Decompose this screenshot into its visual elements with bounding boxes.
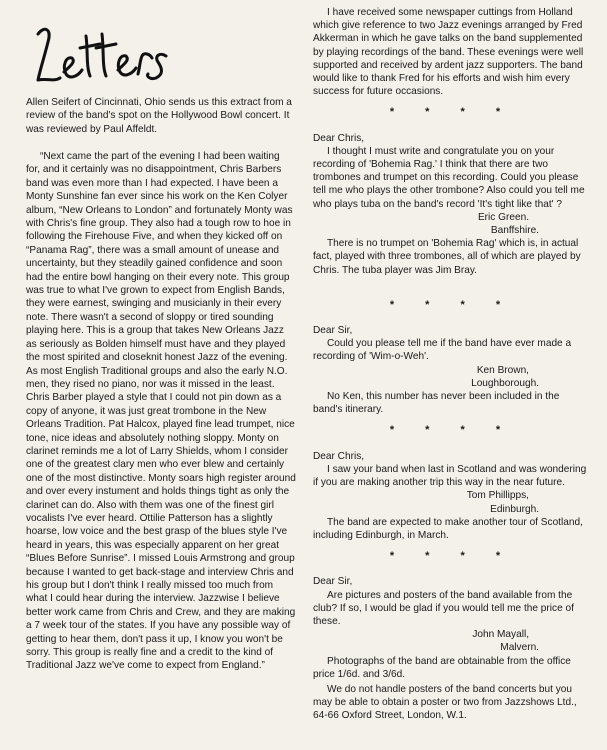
right-column <box>313 6 591 723</box>
logo-text: Letters <box>30 22 34 23</box>
letter-body: Could you please tell me if the band have ever made a recording of 'Wim-o-Weh'. <box>313 338 572 363</box>
letter-2 <box>313 324 591 416</box>
letter-signature-name: Ken Brown, <box>476 364 529 376</box>
letters-logo <box>30 22 170 88</box>
letter-3 <box>313 450 591 542</box>
review-quote: “Next came the part of the evening I had been waiting for, and it certainly was no disappointment, Chris Barbers band was even more than I had expected. I have been a Monty Sunshine fan ever since his work on the Ken Colyer album, “New Orleans to London” and fortunately Monty was with Chris's fine group. They also had a tough row to hoe in following the Firehouse Five, and when they kicked off on “Panama Rag”, there was a small amount of unease and uncertainty, but they steadily gained confidence and soon had the entire bowl hanging on their every note. This group was true to what I've grown to expect from English Bands, they were earnest, swinging and musicianly in their every note. There wasn't a second of sloppy or tired sounding playing here. This is a group that takes New Orleans Jazz as seriously as Bolden himself must have and they played the most spirited and closeknit honest Jazz of the evening. As most English Traditional groups and also the early N.O. men, they rised no piano, nor was it missed in the least. Chris Barber played a style that I could not pin down as a copy of anyone, it was just great trombone in the New Orleans Tradition. Pat Halcox, played fine lead trumpet, nice tone, nice ideas and absolutely nothing sloppy. Monty on clarinet reminds me a lot of Larry Shields, whom I consider one of the greatest clary men who ever blew and certainly one of the most distinctive. Monty soars high register around and over every instument and holds things tight as only the clarinet can do. Also with them was one of the finest girl vocalists I've ever heard. Ottilie Patterson has a slightly hoarse, low voice and the best grasp of the blues style I've heard in years, this was especially apparent on her great “Blues Before Sunrise”. I missed Louis Armstrong and group because I wanted to get back-stage and interview Chris and his group but I don't think I really missed too much from what I could hear during the interview. Jazzwise I believe better work came from Chris and Crew, and they are making a 7 week tour of the states. If you have any possible way of getting to hear them, don't pass it up, I know you won't be sorry. This group is really fine and a credit to the kind of Traditional Jazz we've come to expect from England.” <box>26 151 296 672</box>
letter-1 <box>313 132 591 277</box>
separator: * * * * <box>389 106 515 119</box>
letter-salutation: Dear Sir, <box>313 325 353 337</box>
letter-reply: Photographs of the band are obtainable from the office price 1/6d. and 3/6d. <box>313 655 571 680</box>
letter-signature-place: Malvern. <box>500 642 539 654</box>
intro-paragraph: Allen Seifert of Cincinnati, Ohio sends us this extract from a review of the band's spot on the Hollywood Bowl concert. It was reviewed by Paul Affeldt. <box>26 97 292 135</box>
letter-signature-name: John Mayall, <box>472 629 529 641</box>
letter-salutation: Dear Chris, <box>313 132 365 144</box>
letter-signature-name: Tom Phillipps, <box>466 490 529 502</box>
letter-signature-name: Eric Green. <box>477 211 529 223</box>
letter-reply: The band are expected to make another tour of Scotland, including Edinburgh, in March. <box>313 516 583 541</box>
letter-reply: There is no trumpet on 'Bohemia Rag' which is, in actual fact, played with three trombones, all of which are played by Chris. The tuba player was Jim Bray. <box>313 238 581 276</box>
letter-reply: No Ken, this number has never been included in the band's itinerary. <box>313 391 560 416</box>
separator: * * * * <box>389 424 515 437</box>
letter-salutation: Dear Chris, <box>313 450 365 462</box>
letter-signature-place: Loughborough. <box>471 377 539 389</box>
letter-salutation: Dear Sir, <box>313 576 353 588</box>
letter-signature-place: Banffshire. <box>490 225 539 237</box>
separator: * * * * <box>389 298 515 311</box>
holland-paragraph: I have received some newspaper cuttings from Holland which give reference to two Jazz evenings arranged by Fred Akkerman in which he gave talks on the band supplemented by playing recordings of the band. These evenings were well supported and received by ardent jazz supporters. The band would like to thank Fred for his efforts and wish him every success for future occasions. <box>313 7 584 98</box>
letter-reply-2: We do not handle posters of the band concerts but you may be able to obtain a poster or two from Jazzshows Ltd., 64-66 Oxford Street, London, W.1. <box>313 683 577 722</box>
separator: * * * * <box>389 550 515 563</box>
letter-body: Are pictures and posters of the band available from the club? If so, I would be glad if you would tell me the price of these. <box>313 589 574 627</box>
letter-body: I thought I must write and congratulate you on your recording of 'Bohemia Rag.' I think that there are two trombones and trumpet on this recording. Could you please tell me who plays the other trombone? Also could you tell me who plays tuba on the band's record 'It's tight like that' ? <box>313 145 585 210</box>
letter-signature-place: Edinburgh. <box>490 503 539 515</box>
letter-body: I saw your band when last in Scotland and was wondering if you are making another trip this way in the near future. <box>313 463 587 489</box>
letter-4 <box>313 575 591 722</box>
